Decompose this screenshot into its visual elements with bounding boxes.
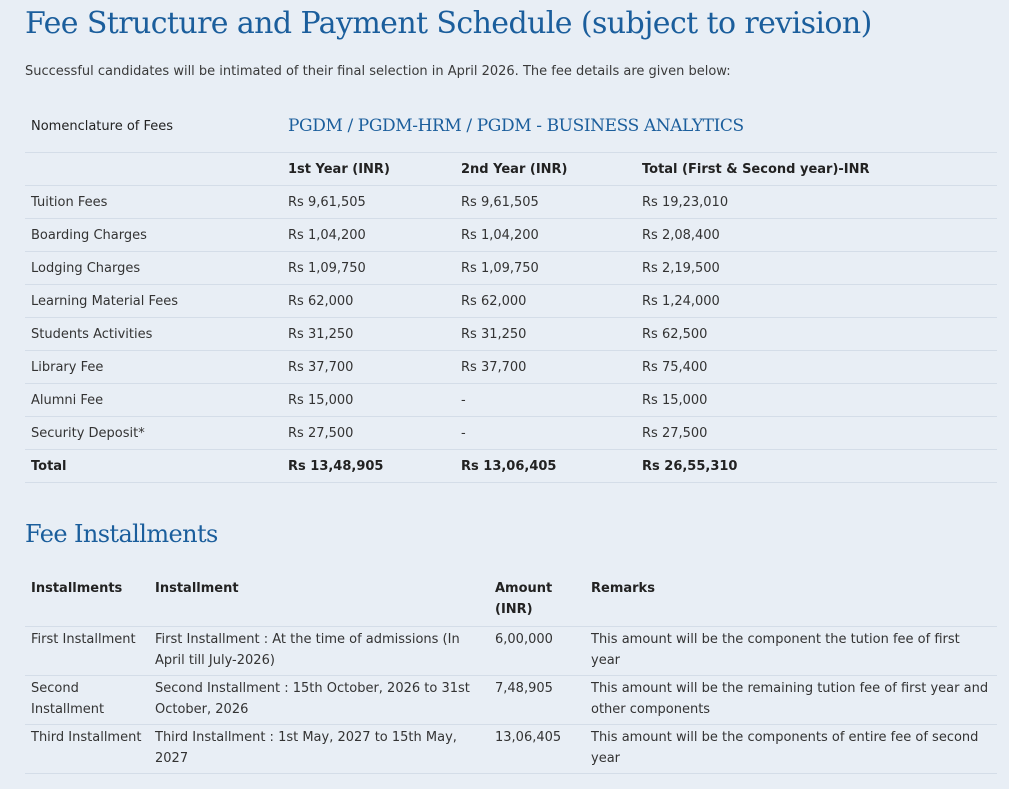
fee-total: Rs 75,400 [636,351,997,384]
column-header-empty [25,153,282,186]
fee-name: Tuition Fees [25,186,282,219]
installment-name: Second Installment [25,676,149,725]
fee-year2: Rs 1,09,750 [455,252,636,285]
table-row [25,318,997,351]
fee-name: Students Activities [25,318,282,351]
installment-remarks: This amount will be the component the tution fee of first year [585,627,997,676]
installment-description: Second Installment : 15th October, 2026 to 31st October, 2026 [149,676,489,725]
fee-year2: - [455,417,636,450]
fee-total: Rs 27,500 [636,417,997,450]
table-row [25,627,997,676]
installment-amount: 6,00,000 [489,627,585,676]
fee-year1: Rs 1,04,200 [282,219,455,252]
fee-name: Security Deposit* [25,417,282,450]
table-row [25,219,997,252]
program-title: PGDM / PGDM-HRM / PGDM - BUSINESS ANALYTICS [282,100,997,153]
fee-year1: Rs 15,000 [282,384,455,417]
total-year2: Rs 13,06,405 [455,450,636,483]
installment-amount: 13,06,405 [489,725,585,774]
page-title: Fee Structure and Payment Schedule (subject to revision) [25,6,872,41]
fee-year1: Rs 1,09,750 [282,252,455,285]
fee-year2: Rs 37,700 [455,351,636,384]
intro-text: Successful candidates will be intimated of their final selection in April 2026. The fee details are given below: [25,64,731,79]
fee-year2: Rs 62,000 [455,285,636,318]
fee-year1: Rs 62,000 [282,285,455,318]
table-row [25,285,997,318]
fee-year2: - [455,384,636,417]
fee-name: Learning Material Fees [25,285,282,318]
header-remarks: Remarks [585,568,997,627]
total-year1: Rs 13,48,905 [282,450,455,483]
fee-year1: Rs 37,700 [282,351,455,384]
installment-name: Third Installment [25,725,149,774]
fee-total: Rs 62,500 [636,318,997,351]
fee-total: Rs 1,24,000 [636,285,997,318]
total-row [25,450,997,483]
header-installments: Installments [25,568,149,627]
installment-remarks: This amount will be the components of entire fee of second year [585,725,997,774]
installment-description: First Installment : At the time of admissions (In April till July-2026) [149,627,489,676]
installments-title: Fee Installments [25,520,218,548]
fee-total: Rs 2,08,400 [636,219,997,252]
total-label: Total [25,450,282,483]
fee-name: Alumni Fee [25,384,282,417]
table-row [25,351,997,384]
fee-year2: Rs 9,61,505 [455,186,636,219]
fee-total: Rs 15,000 [636,384,997,417]
fee-year2: Rs 1,04,200 [455,219,636,252]
fee-table-header-row [25,100,997,153]
header-installment: Installment [149,568,489,627]
fee-name: Boarding Charges [25,219,282,252]
fee-total: Rs 19,23,010 [636,186,997,219]
fee-year1: Rs 9,61,505 [282,186,455,219]
fee-year1: Rs 27,500 [282,417,455,450]
fee-name: Library Fee [25,351,282,384]
table-row [25,252,997,285]
fee-total: Rs 2,19,500 [636,252,997,285]
fee-structure-table [25,100,997,483]
nomenclature-label: Nomenclature of Fees [25,100,282,153]
header-amount: Amount (INR) [489,568,585,627]
fee-table-column-header-row [25,153,997,186]
installment-description: Third Installment : 1st May, 2027 to 15th May, 2027 [149,725,489,774]
fee-name: Lodging Charges [25,252,282,285]
column-header-total: Total (First & Second year)-INR [636,153,997,186]
fee-year2: Rs 31,250 [455,318,636,351]
table-row [25,384,997,417]
table-row [25,725,997,774]
total-combined: Rs 26,55,310 [636,450,997,483]
installments-table [25,568,997,774]
fee-year1: Rs 31,250 [282,318,455,351]
column-header-year1: 1st Year (INR) [282,153,455,186]
table-row [25,676,997,725]
table-row [25,417,997,450]
installments-header-row [25,568,997,627]
installment-amount: 7,48,905 [489,676,585,725]
column-header-year2: 2nd Year (INR) [455,153,636,186]
installment-remarks: This amount will be the remaining tution fee of first year and other components [585,676,997,725]
table-row [25,186,997,219]
installment-name: First Installment [25,627,149,676]
